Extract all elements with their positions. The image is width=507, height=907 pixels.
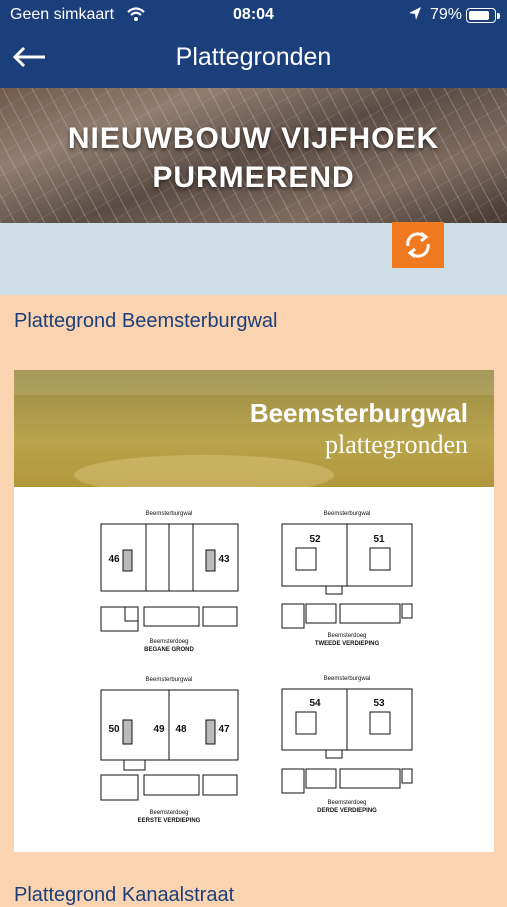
unit-number: 46 xyxy=(108,554,120,565)
unit-number: 48 xyxy=(175,724,187,735)
floor-label: EERSTE VERDIEPING xyxy=(137,818,201,824)
unit-number: 49 xyxy=(153,724,165,735)
hero-title-line1: NIEUWBOUW VIJFHOEK xyxy=(67,122,440,155)
clock: 08:04 xyxy=(233,6,274,23)
nav-bar xyxy=(0,30,507,88)
street-label-top: Beemsterburgwal xyxy=(145,511,193,517)
unit-number: 51 xyxy=(373,534,385,545)
location-icon xyxy=(408,6,422,27)
floorplan-image[interactable] xyxy=(14,370,494,852)
hero-title-line2: PURMEREND xyxy=(152,161,355,194)
page-title: Plattegronden xyxy=(175,43,332,71)
street-label-bottom: Beemsterdoeg xyxy=(149,810,189,816)
street-label-bottom: Beemsterdoeg xyxy=(327,633,367,639)
hero-banner xyxy=(0,88,507,223)
floorplan-banner xyxy=(14,370,494,487)
street-label-top: Beemsterburgwal xyxy=(323,676,371,682)
battery-icon xyxy=(466,8,496,23)
floor-label: DERDE VERDIEPING xyxy=(317,808,377,814)
unit-number: 43 xyxy=(218,554,230,565)
floor-label: TWEEDE VERDIEPING xyxy=(314,641,380,647)
street-label-bottom: Beemsterdoeg xyxy=(327,800,367,806)
section-title-beemsterburgwal: Plattegrond Beemsterburgwal xyxy=(14,310,278,332)
status-bar xyxy=(0,0,507,30)
floorplan-subheading: plattegronden xyxy=(325,430,468,459)
unit-number: 52 xyxy=(309,534,321,545)
unit-number: 54 xyxy=(309,698,321,709)
floor-label: BEGANE GROND xyxy=(144,647,194,653)
street-label-bottom: Beemsterdoeg xyxy=(149,639,189,645)
unit-number: 50 xyxy=(108,724,120,735)
street-label-top: Beemsterburgwal xyxy=(323,511,371,517)
refresh-button[interactable] xyxy=(392,222,444,268)
floorplan-heading: Beemsterburgwal xyxy=(249,398,468,428)
floorplan-drawings xyxy=(14,487,494,852)
battery-percentage: 79% xyxy=(430,6,463,23)
carrier-label: Geen simkaart xyxy=(10,6,115,23)
unit-number: 53 xyxy=(373,698,385,709)
street-label-top: Beemsterburgwal xyxy=(145,677,193,683)
section-title-kanaalstraat: Plattegrond Kanaalstraat xyxy=(14,884,235,906)
unit-number: 47 xyxy=(218,724,230,735)
refresh-icon xyxy=(392,222,444,268)
